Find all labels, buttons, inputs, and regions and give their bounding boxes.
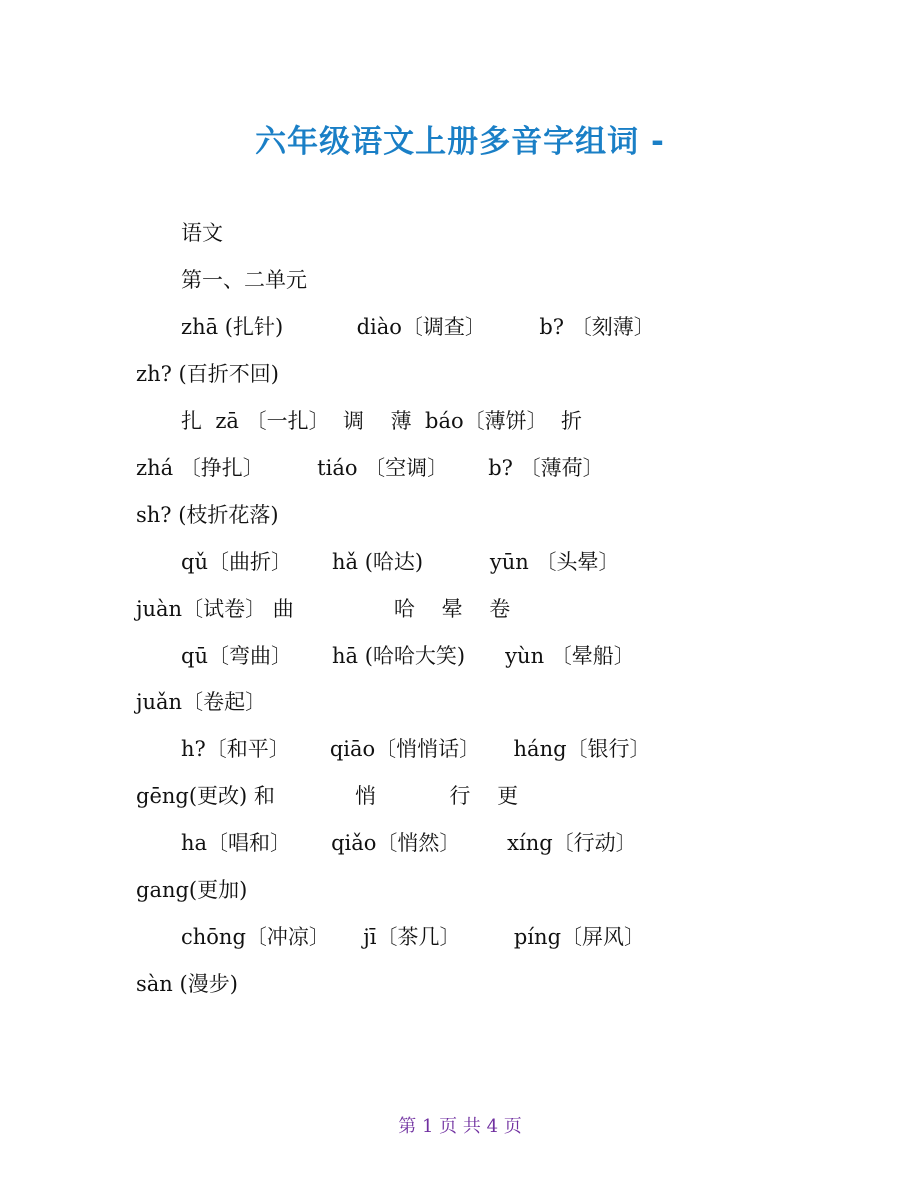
text-line: zhā (扎针) diào〔调查〕 b? 〔刻薄〕 [181,315,655,339]
text-line: gēng(更改) 和 悄 行 更 [136,784,519,808]
text-line: juǎn〔卷起〕 [136,690,267,714]
page-number: 第 1 页 共 4 页 [398,1116,522,1137]
text-line: qū〔弯曲〕 hā (哈哈大笑) yùn 〔晕船〕 [181,644,635,668]
text-line: qǔ〔曲折〕 hǎ (哈达) yūn 〔头晕〕 [181,550,620,574]
text-line: chōng〔冲凉〕 jī〔茶几〕 píng〔屏风〕 [181,925,646,949]
text-line: sh? (枝折花落) [136,503,279,527]
text-line: zh? (百折不回) [136,362,279,386]
text-line: sàn (漫步) [136,972,238,996]
text-line: zhá 〔挣扎〕 tiáo 〔空调〕 b? 〔薄荷〕 [136,456,604,480]
text-line: h?〔和平〕 qiāo〔悄悄话〕 háng〔银行〕 [181,737,651,761]
text-line: 语文 [181,221,223,245]
text-line: 第一、二单元 [181,268,307,292]
text-line: ha〔唱和〕 qiǎo〔悄然〕 xíng〔行动〕 [181,831,637,855]
text-line: 扎 zā 〔一扎〕 调 薄 báo〔薄饼〕 折 [181,409,582,433]
text-line: gang(更加) [136,878,248,902]
page-title: 六年级语文上册多音字组词 - [255,124,665,160]
text-line: juàn〔试卷〕 曲 哈 晕 卷 [136,597,511,621]
